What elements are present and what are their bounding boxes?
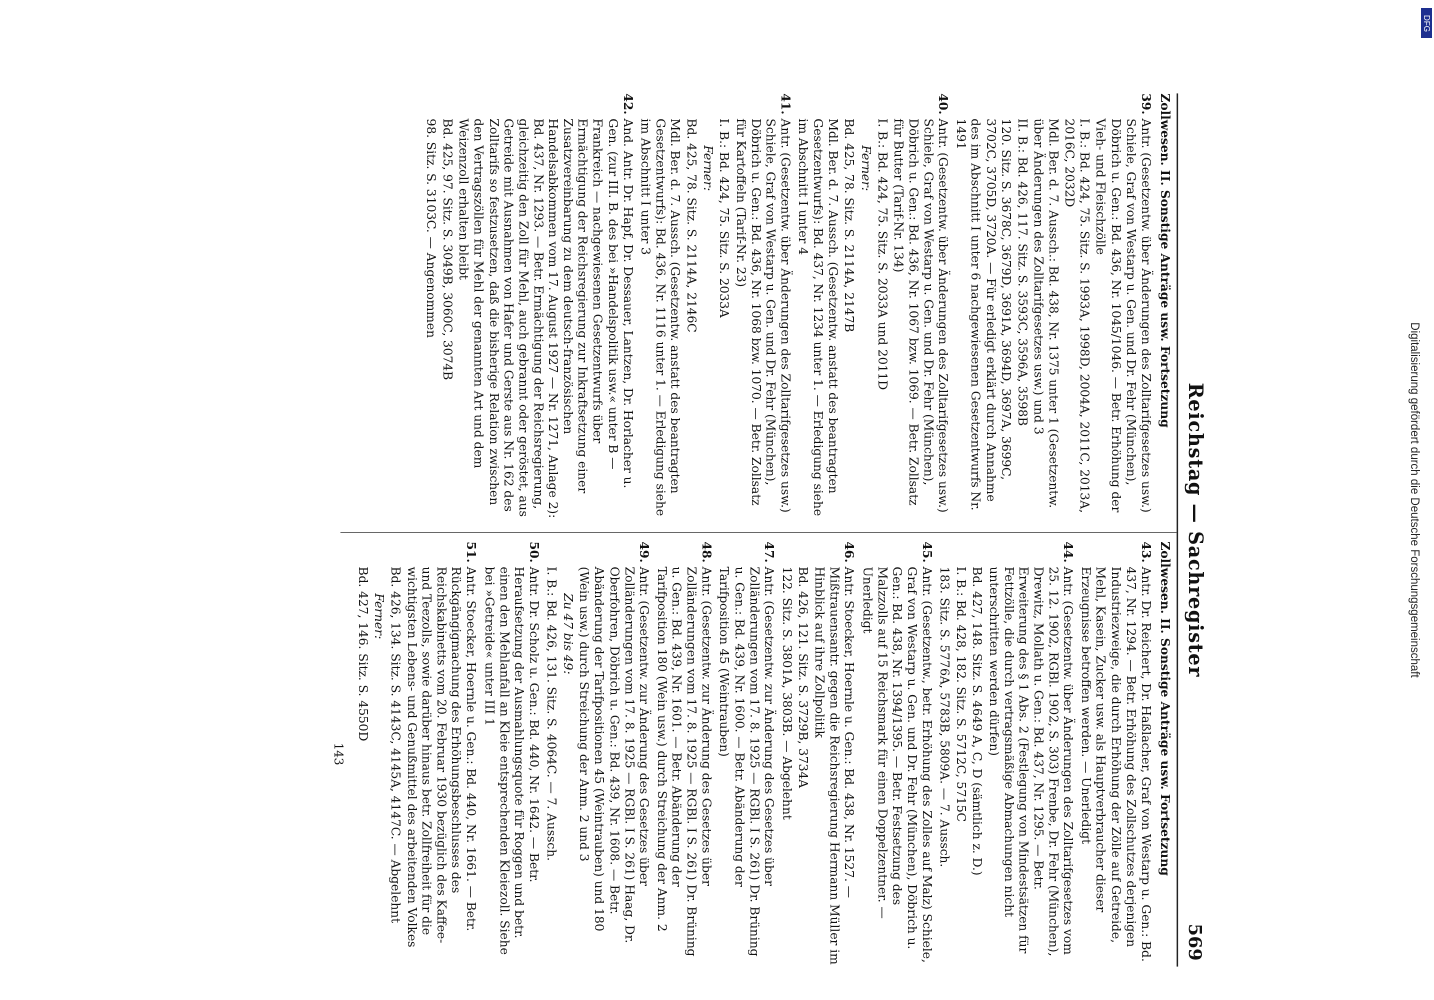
entry-number: 46. [842, 541, 857, 563]
register-entry [481, 541, 541, 966]
entry-reference: Bd. 425, 78. Sitz. S. 2114A, 2147B [842, 118, 857, 333]
entry-reference: 98. Sitz. S. 3103C. — Angenommen [424, 118, 439, 338]
digitization-note-text: Digitalisierung gefördert durch die Deutsche Forschungsgemeinschaft [1408, 322, 1420, 678]
register-entry [456, 93, 635, 518]
register-entry [577, 541, 651, 966]
entry-reference: Mdl. Ber. d. 7. Aussch.: Bd. 438, Nr. 1375 unter 1 (Gesetzentw. über Änderungen des Zolltarifgesetzes usw.) und 3 [1031, 118, 1061, 509]
entry-text: And. Antr. Dr. Hapf, Dr. Dessauer, Lantzen, Dr. Horlacher u. Gen. (zur III. B. des bei »Handelspolitik usw.« unter B — Frankreich — nachgewiesenen Gesetzentwurfs über Ermächtigung der Reichsregierung zur Inkraftsetzung einer Zusatzvereinbarung zu dem deutsch-französischen Handelsabkommen vom 17. August 1927 — Nr. 1271, Anlage 2): Bd. 437, Nr. 1293. — Betr. Ermächtigung der Reichsregierung, gleichzeitig den Zoll für Mehl, auch gebrannt oder geröstet, aus Getreide mit Ausnahmen von Hafer und Gerste aus Nr. 162 des Zolltarifs so festzusetzen, daß die bisherige Relation zwischen den Vertragszöllen für Mehl der genannten Art und dem Weizenzoll erhalten bleibt [456, 118, 635, 519]
entry-reference: Ferner: [372, 593, 387, 640]
entry-reference: II. B.: Bd. 426, 117. Sitz. S. 3593C, 3596A, 3598B [1015, 118, 1030, 427]
register-entry [1078, 541, 1152, 966]
entry-text: Antr. (Gesetzentw. über Änderungen des Zolltarifgesetzes usw.) Schiele, Graf von Westarp u. Gen. und Dr. Fehr (München), Döbrich u. Gen.: Bd. 436, Nr. 1045/1046. — Betr. Erhöhung der Vieh- und Fleischzölle [1094, 118, 1153, 513]
entry-reference: Ferner: [701, 145, 716, 192]
register-entry [733, 93, 793, 518]
entry-text: Antr. Dr. Scholz u. Gen.: Bd. 440, Nr. 1642. — Betr. Heraufsetzung der Ausmahlungsquote für Roggen und betr. einen den Mehlanfall an Kleie entsprechenden Kleiezoll. Siehe bei »Getreide« unter III 1 [482, 566, 541, 955]
register-entry [717, 541, 777, 966]
entry-reference: I. B.: Bd. 424, 75. Sitz. S. 1993A, 1998D, 2004A, 2011C, 2013A, 2016C, 2032D [1062, 118, 1092, 513]
entry-text: Antr. (Gesetzentw. zur Änderung des Gesetzes über Zolländerungen vom 17. 8. 1925 — RGBl. I S. 261) Dr. Brüning u. Gen.: Bd. 439, Nr. 1601. — Betr. Abänderung der Tarifposition 180 (Wein usw.) durch Streichung der Anm. 2 [654, 566, 714, 957]
entry-number: 43. [1138, 541, 1153, 563]
entry-text: Antr. (Gesetzentw., betr. Erhöhung des Zolles auf Malz) Schiele, Graf von Westarp u. Gen. und Dr. Fehr (München), Döbrich u. Gen.: Bd. 438, Nr. 1394/1395. — Betr. Festsetzung des Malzzolls auf 15 Reichsmark für einen Doppelzentner. — Unerledigt [860, 566, 934, 963]
entry-text: Antr. (Gesetzentw. zur Änderung des Gesetzes über Zolländerungen vom 17. 8. 1925 — RGBl. I S. 261) Dr. Brüning u. Gen.: Bd. 439, Nr. 1600. — Betr. Abänderung der Tarifposition 45 (Weintrauben) [717, 566, 777, 957]
dfg-logo-text: DFG [1422, 14, 1432, 32]
entry-reference: 122. Sitz. S. 3801A, 3803B. — Abgelehnt [779, 566, 795, 820]
entry-reference: 183. Sitz. S. 5776A, 5783B, 5809A. — 7. Aussch. [937, 566, 952, 868]
page-number: 569 [1184, 923, 1207, 961]
digitization-note [1390, 10, 1430, 990]
entry-text: Antr. Stoecker, Hoernle u. Gen.: Bd. 438, Nr. 1527. — Mißtrauensantr. gegen die Reichsregierung Hermann Müller im Hinblick auf ihre Zollpolitik [812, 566, 857, 965]
left-column [340, 93, 1176, 518]
entry-reference: 120. Sitz. S. 3678C, 3679D, 3691A, 3694D, 3697A, 3699C, 3702C, 3705D, 3720A. — Für erledigt erklärt durch Annahme des im Abschnitt I unter 6 nachgewiesenen Gesetzentwurfs Nr. 1491 [954, 118, 1013, 511]
register-entry [654, 541, 714, 966]
register-entry [1093, 93, 1153, 518]
entry-text: Antr. (Gesetzentw. über Änderungen des Zolltarifgesetzes usw.) Schiele, Graf von Westarp u. Gen. und Dr. Fehr (München), Döbrich u. Gen.: Bd. 436, Nr. 1068 bzw. 1070. — Betr. Zollsatz für Kartoffeln (Tarif-Nr. 23) [733, 118, 793, 513]
entry-number: 45. [919, 541, 934, 563]
register-entry [891, 93, 951, 518]
entry-number: 51. [464, 541, 479, 563]
dfg-logo [1421, 8, 1432, 38]
entry-reference: Zu 47 bis 49: [561, 593, 576, 675]
left-column-heading: Zollwesen. II. Sonstige Anträge usw. Fortsetzung [1158, 93, 1173, 428]
entry-number: 50. [526, 541, 541, 563]
register-entry [812, 541, 857, 966]
entry-number: 47. [762, 541, 777, 563]
entry-reference: Bd. 427, 148. Sitz. S. 4649 A, C, D (sämtlich z. D.) [970, 566, 985, 876]
register-entry [986, 541, 1075, 966]
entry-number: 40. [936, 93, 951, 115]
entry-reference: Bd. 425, 97. Sitz. S. 3049B, 3060C, 3074B [440, 118, 455, 381]
page-footer-number: 143 [331, 742, 346, 766]
running-header [1177, 93, 1208, 966]
entry-reference: I. B.: Bd. 424, 75. Sitz. S. 2033A [717, 118, 732, 318]
scanned-page [110, 70, 1410, 990]
entry-reference: Bd. 426, 134. Sitz. S. 4143C, 4145A, 4147C. — Abgelehnt [388, 566, 403, 924]
entry-text: Antr. (Gesetzentw. zur Änderung des Gesetzes über Zolländerungen vom 17. 8. 1925 — RGBl. I S. 261) Haag, Dr. Oberfohren, Döbrich u. Gen.: Bd. 439, Nr. 1608. — Betr. Abänderung der Tarifpositionen 45 (Weintrauben) und 180 (Wein usw.) durch Streichung der Anm. 2 und 3 [577, 566, 652, 944]
entry-number: 39. [1138, 93, 1153, 115]
entry-reference: Mdl. Ber. d. 7. Aussch. (Gesetzentw. anstatt des beantragten Gesetzentwurfs): Bd. 436, Nr. 1116 unter 1. — Erledigung siehe im Abschnitt I unter 3 [638, 118, 683, 517]
entry-number: 42. [620, 93, 635, 115]
register-entry [404, 541, 478, 966]
entry-number: 49. [637, 541, 652, 563]
rotated-page-content [312, 86, 1207, 974]
entry-text: Antr. (Gesetzentw. über Änderungen des Zolltarifgesetzes usw.) Schiele, Graf von Westarp u. Gen. und Dr. Fehr (München), Döbrich u. Gen.: Bd. 436, Nr. 1067 bzw. 1069. — Betr. Zollsatz für Butter (Tarif-Nr. 134) [891, 118, 951, 513]
entry-number: 41. [778, 93, 793, 115]
entry-reference: Bd. 426, 121. Sitz. S. 3729B, 3734A [796, 566, 811, 789]
register-entry [860, 541, 934, 966]
entry-text: Antr. Stoecker, Hoernle u. Gen.: Bd. 440, Nr. 1661. — Betr. Rückgängigmachung des Erhöhungsbeschlusses des Reichskabinetts vom 20. Februar 1930 bezüglich des Kaffee- und Teezolls, sowie darüber hinaus betr. Zollfreiheit für die wichtigsten Lebens- und Genußmittel des arbeitenden Volkes [404, 566, 479, 948]
entry-reference: Bd. 425, 78. Sitz. S. 2114A, 2146C [684, 118, 699, 333]
entry-reference: I. B.: Bd. 426, 131. Sitz. S. 4064C. — 7. Aussch. [544, 566, 559, 861]
entry-reference: Mdl. Ber. d. 7. Aussch. (Gesetzentw. anstatt des beantragten Gesetzentwurfs): Bd. 437, Nr. 1234 unter 1. — Erledigung siehe im Abschnitt I unter 4 [796, 118, 841, 517]
entry-reference: Ferner: [858, 145, 873, 192]
entry-reference: I. B.: Bd. 424, 75. Sitz. S. 2033A und 2011D [875, 118, 890, 391]
entry-number: 48. [699, 541, 714, 563]
entry-text: Antr. (Gesetzentw. über Änderungen des Zolltarifgesetzes vom 25. 12. 1902, RGBl. 1902, S. 303) Frenbe, Dr. Fehr (München), Drewitz, Mollath u. Gen.: Bd. 437, Nr. 1295. — Betr. Erweiterung des § 1 Abs. 2 (Festlegung von Mindestsätzen für Fettzölle, die durch vertragsmäßige Abmachungen nicht unterschritten werden dürfen) [986, 566, 1076, 957]
page-title: Reichstag — Sachregister [1184, 382, 1207, 678]
entry-reference: I. B.: Bd. 428, 182. Sitz. S. 5712C, 5715C [954, 566, 969, 822]
right-column-heading: Zollwesen. II. Sonstige Anträge usw. Fortsetzung [1158, 541, 1173, 876]
right-column [331, 532, 1176, 967]
entry-reference: Bd. 427, 146. Sitz. S. 4550D [355, 566, 370, 742]
entry-text: Antr. Dr. Reichert, Dr. Haßlacher, Graf von Westarp u. Gen.: Bd. 437, Nr. 1294. — Betr. Erhöhung des Zollschutzes derjenigen Industriezweige, die durch Erhöhung der Zölle auf Getreide, Mehl, Kasein, Zucker usw. als Hauptverbraucher dieser Erzeugnisse betroffen werden. — Unerledigt [1079, 566, 1153, 962]
entry-number: 44. [1061, 541, 1076, 563]
